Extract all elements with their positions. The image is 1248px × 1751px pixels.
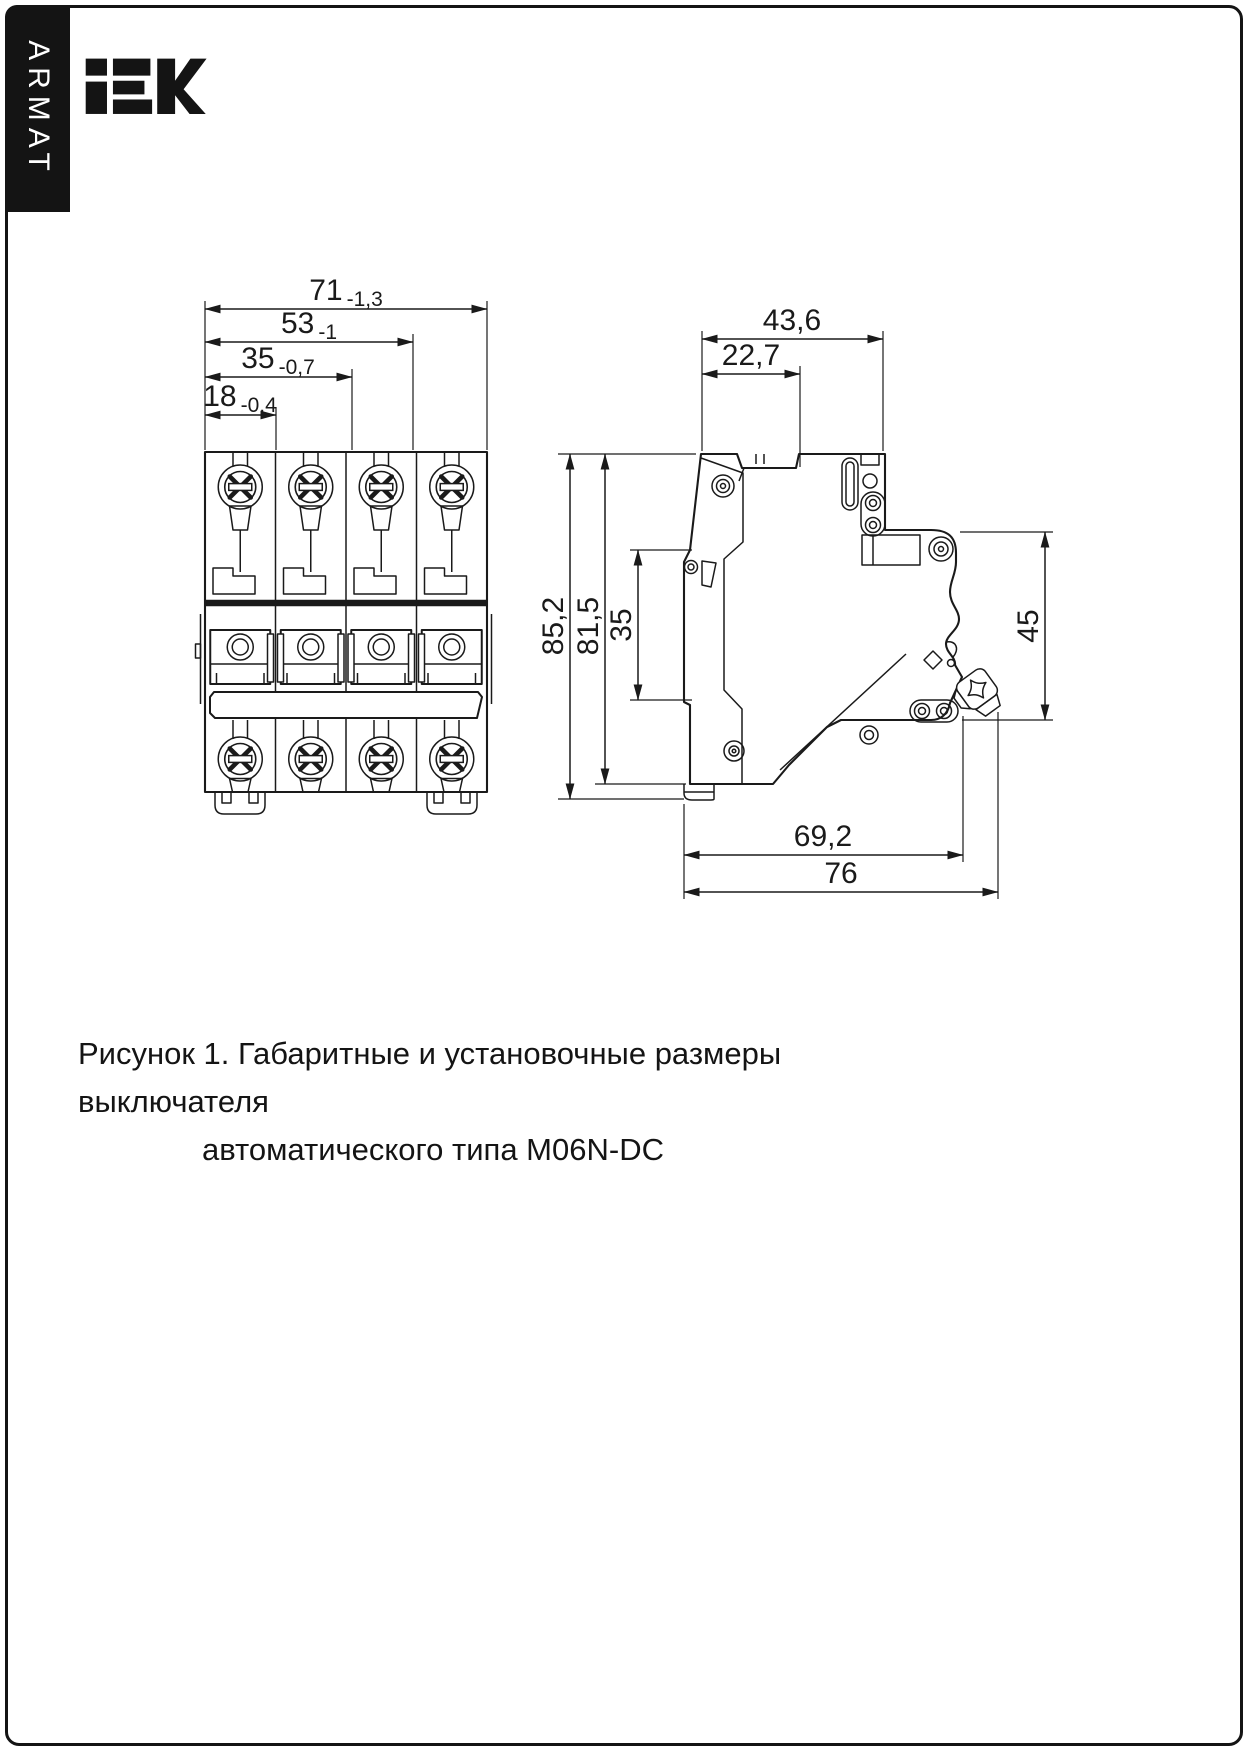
front-step-tabs — [213, 568, 467, 594]
svg-text:43,6: 43,6 — [762, 304, 822, 337]
side-terminal-cover — [862, 535, 920, 565]
side-rivets — [712, 475, 953, 761]
figure-drawing — [55, 232, 1105, 922]
iek-logo-e-bar-top — [113, 59, 150, 76]
dim-81-5 — [572, 454, 605, 784]
front-handle-tie-bar — [210, 692, 482, 718]
front-view — [196, 452, 492, 814]
svg-text:35: 35 — [605, 608, 638, 642]
front-mounting-feet — [215, 792, 477, 814]
dim-53 — [205, 307, 413, 344]
dim-35-front — [205, 342, 352, 379]
svg-text:81,5: 81,5 — [572, 596, 605, 656]
svg-text:69,2: 69,2 — [793, 820, 853, 853]
dim-85-2 — [537, 454, 570, 799]
svg-text:35-0,7: 35 $_{-0,7}$ — [241, 342, 315, 379]
svg-text:85,2: 85,2 — [537, 596, 570, 656]
svg-text:18-0,4: 18 $_{-0,4}$ — [203, 380, 277, 417]
dim-71 — [205, 274, 487, 311]
svg-text:53-1: 53 $_{-1}$ — [280, 307, 338, 344]
side-din-slider — [842, 454, 885, 536]
iek-logo-e-bar-bottom — [113, 99, 152, 113]
dim-43-6 — [702, 304, 883, 339]
side-view — [684, 454, 1007, 800]
side-body-outline — [684, 454, 962, 784]
iek-logo-e-bar-mid — [113, 81, 145, 95]
dim-69-2 — [684, 820, 963, 855]
brand-bar — [5, 5, 70, 212]
front-view-dimensions — [203, 274, 487, 450]
brand-vertical-label: ARMAT — [21, 39, 55, 178]
side-toggle-pivot — [685, 561, 717, 588]
svg-text:76: 76 — [824, 857, 858, 890]
svg-text:71-1,3: 71 $_{-1,3}$ — [309, 274, 383, 311]
side-view-dimensions — [537, 304, 1053, 899]
iek-logo-i-stem — [86, 82, 107, 114]
svg-text:45: 45 — [1012, 609, 1045, 643]
iek-logo-k — [157, 59, 206, 114]
caption-line-2: автоматического типа М06N-DC — [202, 1132, 664, 1167]
dim-76 — [684, 857, 998, 892]
dim-22-7 — [702, 339, 800, 374]
dim-45 — [1012, 532, 1045, 720]
dim-18 — [203, 380, 277, 417]
svg-text:22,7: 22,7 — [721, 339, 781, 372]
figure-caption — [78, 1030, 938, 1174]
side-din-clip-foot — [684, 784, 714, 800]
iek-logo-i-dot — [86, 59, 107, 76]
caption-line-1: Рисунок 1. Габаритные и установочные размеры выключателя — [78, 1036, 782, 1119]
dim-35-side — [605, 550, 638, 700]
iek-logo — [84, 50, 210, 120]
